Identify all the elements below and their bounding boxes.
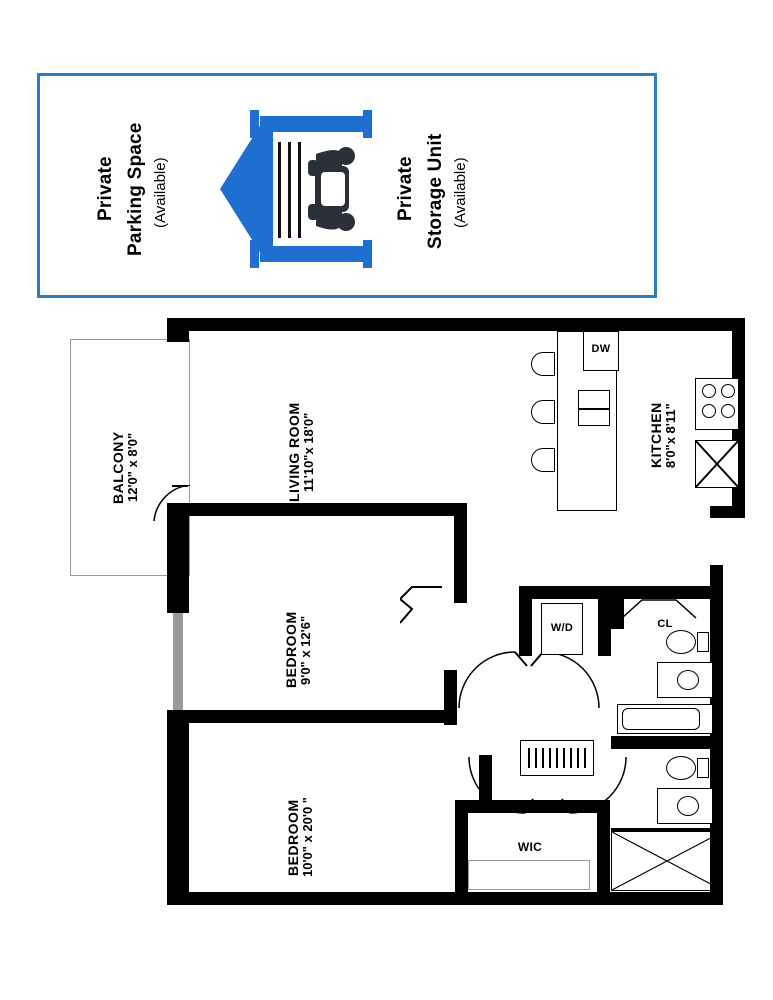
amenity-parking-subtitle: (Available) (152, 157, 169, 229)
interior-wall-living-bedroom (167, 503, 467, 516)
amenity-storage-label2 (426, 102, 446, 280)
amenity-parking-label (96, 104, 116, 274)
bedroom1-closet-doors (400, 585, 456, 625)
hall-linen-closet-slats (528, 748, 586, 768)
amenity-parking (40, 76, 350, 295)
bar-stool (531, 448, 555, 472)
room-label-bedroom-1: BEDROOM 9'0" x 12'6" (283, 611, 314, 689)
exterior-wall-left-lower (167, 720, 189, 905)
wall-wic-upper (455, 800, 610, 813)
door-swing-hall-upper (529, 650, 601, 710)
floor-plan-drawing (0, 300, 773, 960)
room-label-kitchen: KITCHEN 8'0"x 8'11" (648, 402, 679, 469)
room-label-living-room: LIVING ROOM 11'10"x 18'0" (286, 402, 317, 502)
wic-label: WIC (517, 840, 543, 854)
balcony-door-leaf (172, 485, 188, 487)
wd-label: W/D (550, 622, 574, 634)
refrigerator-hatch (695, 440, 739, 488)
interior-wall-between-bedrooms (167, 710, 457, 723)
bar-stool (531, 352, 555, 376)
cl-label: CL (657, 618, 673, 630)
amenity-parking-label2 (126, 94, 146, 284)
amenity-parking-title-line2: Parking Space (125, 122, 146, 256)
amenity-storage (350, 76, 660, 295)
amenities-banner (37, 73, 657, 298)
toilet-tank-2 (697, 758, 709, 778)
wall-wd-closet-right (598, 586, 611, 656)
amenity-parking-title-line1: Private (95, 156, 116, 222)
wall-wic-top (455, 800, 468, 892)
amenity-storage-title-line2: Storage Unit (425, 133, 446, 249)
exterior-wall-right-step (710, 506, 745, 518)
stove-burner (721, 384, 735, 398)
toilet-2 (666, 756, 696, 780)
sink-basin-1 (677, 670, 699, 690)
amenity-storage-subtitle: (Available) (452, 157, 469, 229)
kitchen-sink-divider (578, 408, 610, 410)
sink-basin-2 (677, 796, 699, 816)
cl-door-swing (620, 598, 700, 620)
exterior-wall-top (167, 318, 745, 331)
exterior-wall-bottom (167, 892, 723, 905)
room-label-bedroom-2: BEDROOM 10'0" x 20'0 " (285, 797, 316, 878)
door-swing-bedroom1 (457, 650, 529, 710)
bathtub-basin (622, 708, 700, 730)
window-left-upper (173, 613, 183, 720)
bar-stool (531, 400, 555, 424)
interior-wall-hall-right (444, 670, 457, 725)
dishwasher-label: DW (591, 343, 611, 355)
amenity-storage-label (396, 104, 416, 274)
toilet-tank-1 (697, 632, 709, 652)
exterior-wall-left-upper (167, 318, 189, 342)
stove-burner (721, 404, 735, 418)
wall-wic-right (597, 800, 610, 892)
stove-burner (702, 384, 716, 398)
wall-bath1-divider (611, 736, 723, 749)
shower-stall (611, 831, 723, 891)
amenity-storage-title-line1: Private (395, 156, 416, 222)
stove-burner (702, 404, 716, 418)
room-label-balcony: BALCONY 12'0" x 8'0" (110, 431, 141, 504)
wall-bath1-left (611, 599, 624, 629)
wic-shelf (468, 860, 590, 890)
toilet-1 (666, 630, 696, 654)
